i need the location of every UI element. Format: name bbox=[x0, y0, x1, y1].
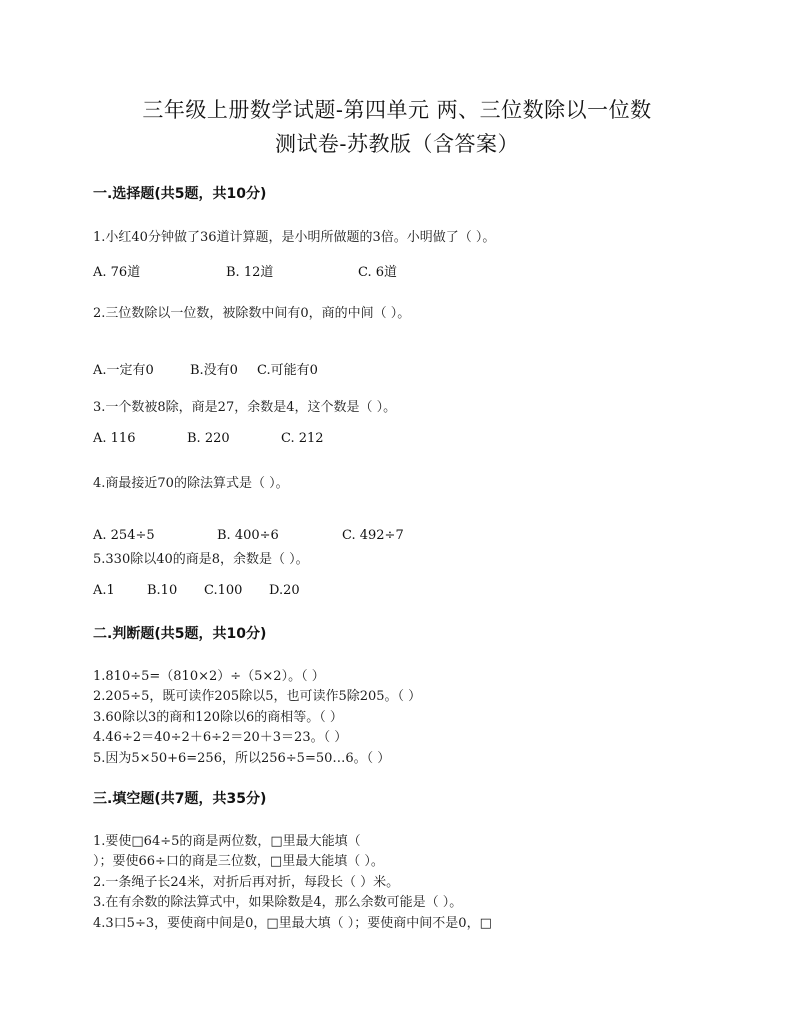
option-b: B. 12道 bbox=[226, 265, 274, 280]
option-c: C.可能有0 bbox=[257, 363, 318, 378]
question-5: 5.330除以40的商是8，余数是（ ）。 bbox=[93, 552, 309, 567]
judge-item: 1.810÷5=（810×2）÷（5×2）。（ ） bbox=[93, 669, 325, 684]
option-b: B.10 bbox=[147, 583, 178, 598]
fill-item: 1.要使□64÷5的商是两位数，□里最大能填（ bbox=[93, 834, 361, 849]
fill-item: 3.在有余数的除法算式中，如果除数是4，那么余数可能是（ ）。 bbox=[93, 895, 463, 910]
option-a: A. 116 bbox=[93, 431, 136, 446]
option-c: C. 212 bbox=[281, 431, 324, 446]
option-b: B.没有0 bbox=[190, 363, 238, 378]
option-c: C. 492÷7 bbox=[342, 528, 404, 543]
section-heading-fill: 三.填空题(共7题，共35分) bbox=[93, 791, 267, 807]
option-b: B. 220 bbox=[187, 431, 230, 446]
question-1: 1.小红40分钟做了36道计算题，是小明所做题的3倍。小明做了（ ）。 bbox=[93, 230, 496, 245]
section-heading-choice: 一.选择题(共5题，共10分) bbox=[93, 186, 267, 202]
judge-item: 4.46÷2＝40÷2＋6÷2＝20＋3＝23。（ ） bbox=[93, 730, 348, 745]
question-4: 4.商最接近70的除法算式是（ ）。 bbox=[93, 476, 289, 491]
section-heading-judge: 二.判断题(共5题，共10分) bbox=[93, 626, 267, 642]
fill-item: ）；要使66÷口的商是三位数，□里最大能填（ ）。 bbox=[93, 854, 384, 869]
judge-item: 5.因为5×50+6=256，所以256÷5=50…6。（ ） bbox=[93, 751, 391, 766]
option-a: A. 76道 bbox=[93, 265, 141, 280]
judge-item: 2.205÷5，既可读作205除以5，也可读作5除205。（ ） bbox=[93, 689, 422, 704]
question-2: 2.三位数除以一位数，被除数中间有0，商的中间（ ）。 bbox=[93, 306, 411, 321]
fill-item: 4.3口5÷3，要使商中间是0，□里最大填（ ）；要使商中间不是0，□ bbox=[93, 916, 492, 931]
page-title-line1: 三年级上册数学试题-第四单元 两、三位数除以一位数 bbox=[142, 98, 652, 122]
judge-item: 3.60除以3的商和120除以6的商相等。（ ） bbox=[93, 710, 343, 725]
option-b: B. 400÷6 bbox=[217, 528, 279, 543]
option-a: A. 254÷5 bbox=[93, 528, 155, 543]
page-title-line2: 测试卷-苏教版（含答案） bbox=[274, 132, 520, 156]
option-a: A.1 bbox=[93, 583, 115, 598]
option-c: C. 6道 bbox=[358, 265, 398, 280]
question-3: 3.一个数被8除，商是27，余数是4，这个数是（ ）。 bbox=[93, 400, 397, 415]
option-a: A.一定有0 bbox=[93, 363, 154, 378]
option-c: C.100 bbox=[204, 583, 243, 598]
fill-item: 2.一条绳子长24米，对折后再对折，每段长（ ）米。 bbox=[93, 875, 400, 890]
option-d: D.20 bbox=[269, 583, 300, 598]
